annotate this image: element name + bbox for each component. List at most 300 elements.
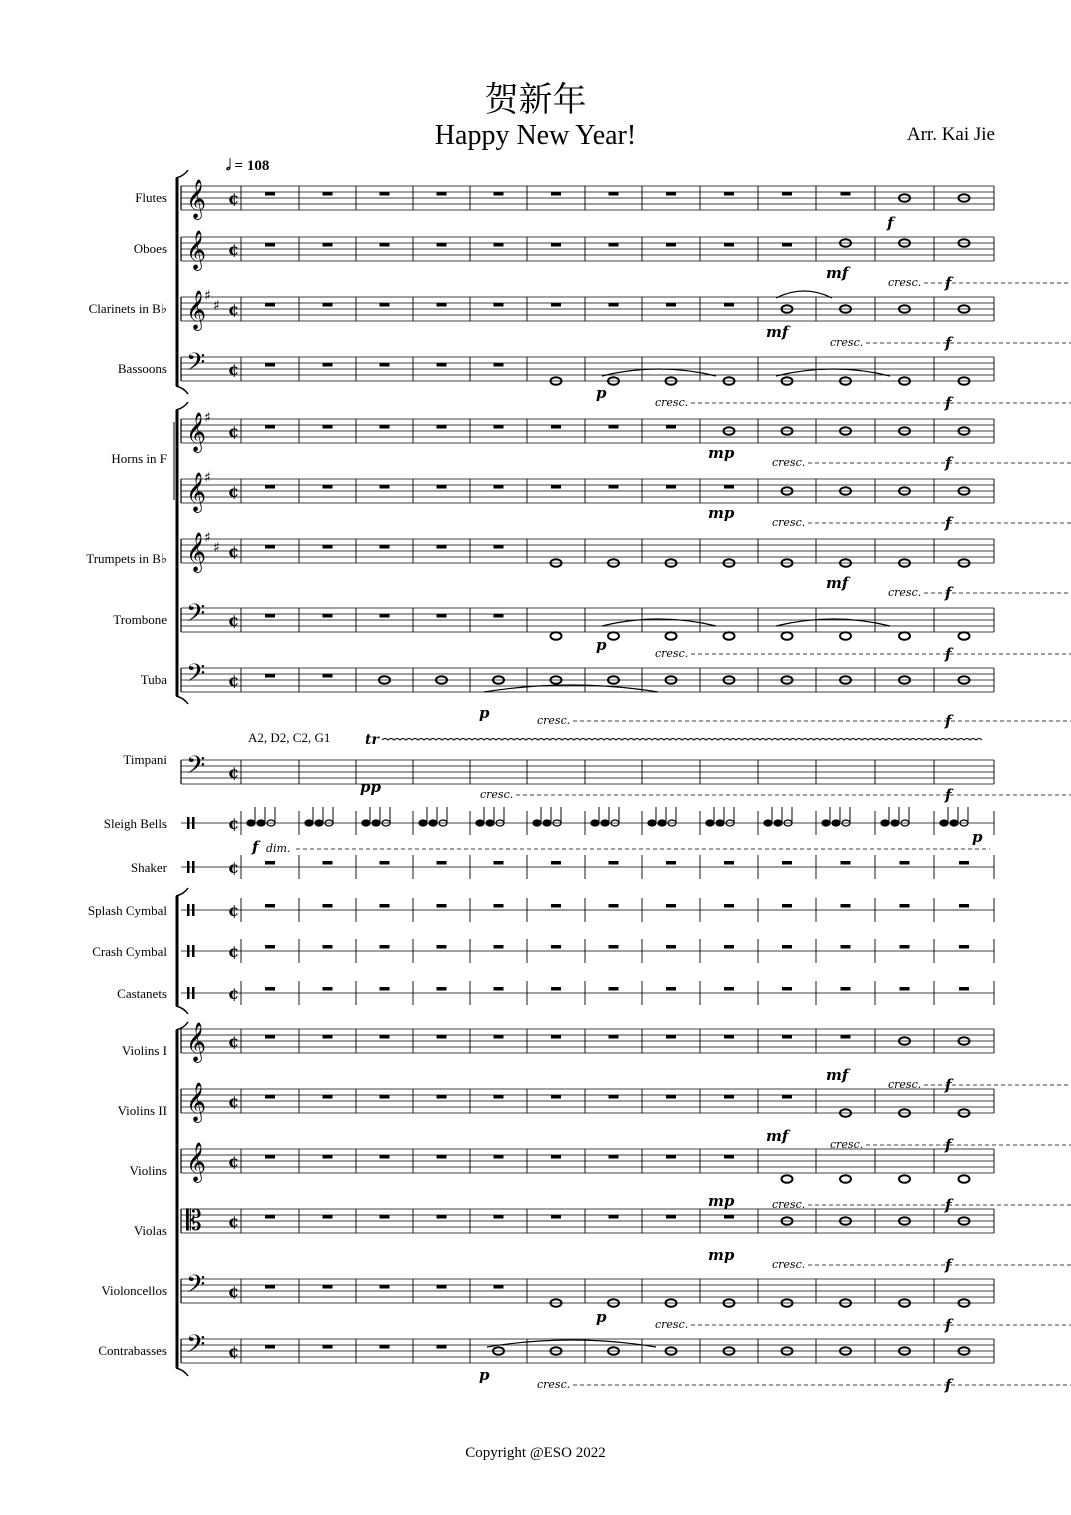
whole-rest: [437, 1095, 447, 1099]
whole-rest: [666, 861, 676, 865]
time-signature: ¢: [228, 1032, 240, 1051]
instrument-label: Sleigh Bells: [103, 816, 167, 831]
whole-rest: [380, 614, 390, 618]
whole-rest: [265, 425, 275, 429]
whole-rest: [666, 1035, 676, 1039]
dynamic-marking: pp: [360, 778, 381, 796]
bracket-hook: [176, 402, 188, 410]
whole-rest: [609, 425, 619, 429]
whole-rest: [265, 945, 275, 949]
whole-rest: [380, 1155, 390, 1159]
time-signature: ¢: [228, 1342, 240, 1361]
whole-note: [959, 1175, 970, 1183]
cresc-marking: cresc.: [830, 1138, 864, 1151]
bass-clef: 𝄢: [186, 1330, 206, 1365]
percussion-note: [543, 820, 551, 826]
instrument-label: Oboes: [133, 241, 167, 256]
dynamic-marking: f: [945, 1076, 952, 1094]
whole-rest: [724, 303, 734, 307]
whole-rest: [724, 1035, 734, 1039]
dynamic-marking: f: [887, 214, 894, 232]
whole-rest: [609, 1215, 619, 1219]
whole-rest: [380, 945, 390, 949]
sharp-sign: ♯: [204, 410, 211, 426]
whole-rest: [494, 303, 504, 307]
whole-rest: [437, 945, 447, 949]
whole-rest: [494, 1215, 504, 1219]
whole-rest: [724, 1215, 734, 1219]
whole-rest: [494, 1035, 504, 1039]
treble-clef: 𝄞: [186, 412, 207, 452]
whole-rest: [380, 1345, 390, 1349]
whole-rest: [323, 945, 333, 949]
time-signature: ¢: [228, 240, 240, 259]
instrument-label: Castanets: [117, 986, 167, 1001]
instrument-label: Timpani: [123, 752, 167, 767]
whole-rest: [782, 243, 792, 247]
dynamic-marking: p: [596, 636, 607, 654]
slur: [487, 1340, 656, 1347]
treble-clef: 𝄞: [186, 179, 207, 219]
whole-rest: [494, 1095, 504, 1099]
perc-clef: [187, 904, 190, 916]
whole-rest: [782, 192, 792, 196]
percussion-note: [774, 820, 782, 826]
whole-rest: [380, 243, 390, 247]
percussion-note: [533, 820, 541, 826]
time-signature: ¢: [228, 901, 240, 920]
whole-rest: [551, 425, 561, 429]
bracket-hook: [176, 1006, 188, 1014]
bracket-hook: [176, 170, 188, 178]
whole-rest: [841, 861, 851, 865]
whole-rest: [323, 1285, 333, 1289]
dynamic-marking: mf: [826, 1066, 849, 1084]
dynamic-marking: f: [945, 514, 952, 532]
instrument-label: Trombone: [113, 612, 167, 627]
whole-rest: [551, 243, 561, 247]
whole-rest: [609, 192, 619, 196]
perc-clef: [192, 904, 195, 916]
whole-rest: [724, 987, 734, 991]
whole-rest: [959, 987, 969, 991]
percussion-note: [362, 820, 370, 826]
whole-rest: [437, 904, 447, 908]
perc-clef: [187, 987, 190, 999]
whole-note: [782, 632, 793, 640]
whole-rest: [380, 1215, 390, 1219]
cresc-marking: cresc.: [888, 276, 922, 289]
whole-rest: [609, 987, 619, 991]
percussion-note: [419, 820, 427, 826]
dynamic-marking: f: [945, 1256, 952, 1274]
whole-rest: [724, 485, 734, 489]
whole-rest: [609, 1095, 619, 1099]
whole-rest: [782, 1095, 792, 1099]
whole-rest: [323, 861, 333, 865]
whole-rest: [841, 904, 851, 908]
percussion-note: [822, 820, 830, 826]
dynamic-marking: mp: [708, 1246, 735, 1264]
whole-rest: [437, 303, 447, 307]
whole-rest: [323, 545, 333, 549]
dynamic-marking: f: [945, 1316, 952, 1334]
sharp-sign: ♯: [204, 288, 211, 304]
instrument-label: Bassoons: [117, 361, 167, 376]
whole-rest: [609, 945, 619, 949]
percussion-note: [486, 820, 494, 826]
whole-rest: [609, 243, 619, 247]
perc-clef: [187, 861, 190, 873]
whole-rest: [437, 861, 447, 865]
dynamic-marking: f: [945, 786, 952, 804]
instrument-label: Horns in F: [111, 451, 167, 466]
whole-rest: [437, 1035, 447, 1039]
tempo-marking: 𝅗𝅥 = 108: [226, 158, 270, 174]
whole-rest: [437, 614, 447, 618]
whole-rest: [841, 192, 851, 196]
sharp-sign: ♯: [213, 298, 220, 314]
cresc-marking: cresc.: [830, 336, 864, 349]
cresc-marking: cresc.: [772, 1258, 806, 1271]
instrument-label: Violins I: [121, 1043, 167, 1058]
time-signature: ¢: [228, 1282, 240, 1301]
whole-rest: [323, 1345, 333, 1349]
dynamic-marking: mf: [826, 264, 849, 282]
instrument-label: Violins: [129, 1163, 167, 1178]
whole-rest: [380, 987, 390, 991]
perc-clef: [192, 945, 195, 957]
dynamic-marking: mp: [708, 444, 735, 462]
time-signature: ¢: [228, 422, 240, 441]
whole-rest: [265, 303, 275, 307]
whole-rest: [494, 363, 504, 367]
whole-rest: [265, 1215, 275, 1219]
treble-clef: 𝄞: [186, 230, 207, 270]
time-signature: ¢: [228, 858, 240, 877]
bracket-hook: [176, 696, 188, 704]
title-chinese: 贺新年: [484, 80, 587, 120]
whole-rest: [494, 861, 504, 865]
whole-rest: [265, 1285, 275, 1289]
whole-rest: [782, 1035, 792, 1039]
whole-rest: [323, 192, 333, 196]
whole-rest: [437, 363, 447, 367]
whole-rest: [494, 192, 504, 196]
whole-rest: [900, 904, 910, 908]
instrument-label: Splash Cymbal: [87, 903, 167, 918]
time-signature: ¢: [228, 1152, 240, 1171]
cresc-marking: cresc.: [537, 1378, 571, 1391]
whole-rest: [323, 485, 333, 489]
perc-clef: [187, 817, 190, 829]
arranger-credit: Arr. Kai Jie: [906, 124, 995, 145]
instrument-label: Crash Cymbal: [92, 944, 167, 959]
whole-rest: [380, 1035, 390, 1039]
whole-rest: [380, 904, 390, 908]
dynamic-marking: p: [479, 1366, 490, 1384]
percussion-note: [247, 820, 255, 826]
cresc-marking: cresc.: [888, 586, 922, 599]
whole-rest: [551, 1155, 561, 1159]
whole-rest: [900, 861, 910, 865]
whole-rest: [609, 303, 619, 307]
whole-rest: [380, 363, 390, 367]
whole-rest: [782, 904, 792, 908]
whole-rest: [494, 1285, 504, 1289]
dynamic-marking: mf: [766, 323, 789, 341]
dynamic-marking: f: [945, 645, 952, 663]
percussion-note: [950, 820, 958, 826]
whole-rest: [323, 1155, 333, 1159]
bass-clef: 𝄢: [186, 1270, 206, 1305]
whole-rest: [437, 1285, 447, 1289]
whole-rest: [841, 945, 851, 949]
whole-rest: [323, 1035, 333, 1039]
perc-clef: [192, 987, 195, 999]
trill-line: [382, 739, 982, 741]
whole-rest: [666, 904, 676, 908]
treble-clef: 𝄞: [186, 1082, 207, 1122]
cresc-marking: cresc.: [655, 647, 689, 660]
sharp-sign: ♯: [213, 540, 220, 556]
whole-rest: [782, 861, 792, 865]
alto-clef: 𝄡: [186, 1204, 202, 1237]
whole-rest: [609, 1035, 619, 1039]
whole-rest: [724, 192, 734, 196]
time-signature: ¢: [228, 1092, 240, 1111]
whole-rest: [551, 485, 561, 489]
cresc-marking: cresc.: [655, 1318, 689, 1331]
copyright: Copyright @ESO 2022: [465, 1445, 606, 1461]
whole-rest: [724, 904, 734, 908]
time-signature: ¢: [228, 1212, 240, 1231]
bracket-hook: [176, 1368, 188, 1376]
dynamic-marking: f: [945, 1196, 952, 1214]
whole-rest: [494, 945, 504, 949]
whole-rest: [494, 1155, 504, 1159]
whole-rest: [323, 425, 333, 429]
whole-rest: [323, 904, 333, 908]
dynamic-marking: f: [945, 1136, 952, 1154]
whole-rest: [959, 945, 969, 949]
whole-rest: [609, 485, 619, 489]
whole-rest: [494, 425, 504, 429]
percussion-note: [658, 820, 666, 826]
dynamic-marking: f: [945, 274, 952, 292]
time-signature: ¢: [228, 814, 240, 833]
whole-rest: [437, 425, 447, 429]
whole-note: [551, 632, 562, 640]
title-english: Happy New Year!: [434, 120, 637, 151]
whole-rest: [265, 674, 275, 678]
whole-rest: [265, 485, 275, 489]
whole-rest: [724, 1155, 734, 1159]
time-signature: ¢: [228, 542, 240, 561]
timpani-tuning: A2, D2, C2, G1: [248, 730, 331, 745]
whole-rest: [437, 545, 447, 549]
instrument-label: Violoncellos: [101, 1283, 167, 1298]
whole-rest: [265, 243, 275, 247]
instrument-label: Contrabasses: [98, 1343, 167, 1358]
whole-rest: [959, 904, 969, 908]
whole-rest: [494, 614, 504, 618]
whole-rest: [437, 485, 447, 489]
whole-rest: [380, 425, 390, 429]
whole-rest: [380, 861, 390, 865]
whole-rest: [265, 545, 275, 549]
instrument-label: Tuba: [140, 672, 167, 687]
whole-rest: [551, 1035, 561, 1039]
whole-rest: [666, 485, 676, 489]
whole-rest: [437, 1345, 447, 1349]
perc-clef: [187, 945, 190, 957]
dynamic-marking: f: [945, 1376, 952, 1394]
whole-rest: [900, 987, 910, 991]
percussion-note: [429, 820, 437, 826]
whole-rest: [666, 303, 676, 307]
whole-rest: [265, 1035, 275, 1039]
time-signature: ¢: [228, 611, 240, 630]
whole-rest: [551, 1095, 561, 1099]
dynamic-marking: p: [972, 828, 983, 846]
percussion-note: [648, 820, 656, 826]
whole-rest: [666, 1215, 676, 1219]
whole-rest: [609, 861, 619, 865]
dynamic-marking: f: [945, 584, 952, 602]
whole-rest: [724, 1095, 734, 1099]
cresc-marking: cresc.: [537, 714, 571, 727]
whole-rest: [380, 485, 390, 489]
instrument-label: Violins II: [117, 1103, 167, 1118]
whole-rest: [782, 987, 792, 991]
whole-rest: [666, 192, 676, 196]
treble-clef: 𝄞: [186, 1142, 207, 1182]
percussion-note: [305, 820, 313, 826]
instrument-label: Clarinets in B♭: [88, 301, 167, 316]
sharp-sign: ♯: [204, 530, 211, 546]
bass-clef: 𝄢: [186, 599, 206, 634]
whole-rest: [437, 1215, 447, 1219]
whole-rest: [437, 243, 447, 247]
percussion-note: [940, 820, 948, 826]
whole-rest: [323, 243, 333, 247]
dynamic-marking: p: [596, 384, 607, 402]
whole-rest: [437, 1155, 447, 1159]
dim-marking: dim.: [266, 842, 291, 855]
whole-rest: [666, 1095, 676, 1099]
whole-rest: [265, 192, 275, 196]
dynamic-marking: f: [945, 394, 952, 412]
whole-note: [840, 632, 851, 640]
percussion-note: [891, 820, 899, 826]
instrument-label: Shaker: [130, 860, 167, 875]
percussion-note: [591, 820, 599, 826]
instrument-label: Violas: [133, 1223, 167, 1238]
whole-rest: [551, 1215, 561, 1219]
whole-rest: [380, 192, 390, 196]
whole-rest: [323, 614, 333, 618]
whole-rest: [437, 192, 447, 196]
time-signature: ¢: [228, 300, 240, 319]
whole-rest: [666, 243, 676, 247]
whole-rest: [265, 1095, 275, 1099]
percussion-note: [716, 820, 724, 826]
bass-clef: 𝄢: [186, 348, 206, 383]
whole-rest: [666, 987, 676, 991]
whole-rest: [551, 945, 561, 949]
whole-rest: [380, 1095, 390, 1099]
whole-note: [782, 1175, 793, 1183]
whole-rest: [323, 1215, 333, 1219]
whole-rest: [265, 363, 275, 367]
whole-rest: [380, 1285, 390, 1289]
time-signature: ¢: [228, 763, 240, 782]
whole-note: [959, 632, 970, 640]
whole-rest: [666, 1155, 676, 1159]
whole-rest: [323, 363, 333, 367]
time-signature: ¢: [228, 671, 240, 690]
whole-note: [899, 1175, 910, 1183]
perc-clef: [192, 861, 195, 873]
cresc-marking: cresc.: [480, 788, 514, 801]
cresc-marking: cresc.: [655, 396, 689, 409]
cresc-marking: cresc.: [772, 456, 806, 469]
instrument-label: Flutes: [135, 190, 167, 205]
whole-rest: [666, 425, 676, 429]
percussion-note: [315, 820, 323, 826]
whole-rest: [323, 987, 333, 991]
bass-clef: 𝄢: [186, 659, 206, 694]
dynamic-marking: f: [945, 712, 952, 730]
whole-rest: [551, 987, 561, 991]
treble-clef: 𝄞: [186, 532, 207, 572]
whole-rest: [323, 303, 333, 307]
whole-note: [840, 1175, 851, 1183]
percussion-note: [601, 820, 609, 826]
whole-rest: [494, 904, 504, 908]
whole-rest: [724, 945, 734, 949]
whole-rest: [494, 243, 504, 247]
percussion-note: [706, 820, 714, 826]
treble-clef: 𝄞: [186, 1022, 207, 1062]
cresc-marking: cresc.: [772, 516, 806, 529]
dynamic-marking: mf: [766, 1127, 789, 1145]
whole-rest: [782, 945, 792, 949]
whole-rest: [323, 1095, 333, 1099]
whole-rest: [551, 861, 561, 865]
percussion-note: [372, 820, 380, 826]
whole-note: [608, 632, 619, 640]
whole-rest: [724, 861, 734, 865]
whole-rest: [551, 192, 561, 196]
dynamic-marking: mp: [708, 504, 735, 522]
whole-rest: [494, 485, 504, 489]
whole-rest: [959, 861, 969, 865]
time-signature: ¢: [228, 482, 240, 501]
whole-rest: [265, 1155, 275, 1159]
percussion-note: [257, 820, 265, 826]
bass-clef: 𝄢: [186, 751, 206, 786]
whole-rest: [609, 1155, 619, 1159]
cresc-marking: cresc.: [888, 1078, 922, 1091]
sharp-sign: ♯: [204, 470, 211, 486]
percussion-note: [764, 820, 772, 826]
whole-rest: [265, 614, 275, 618]
whole-rest: [551, 904, 561, 908]
whole-rest: [265, 904, 275, 908]
dynamic-marking: mf: [826, 574, 849, 592]
